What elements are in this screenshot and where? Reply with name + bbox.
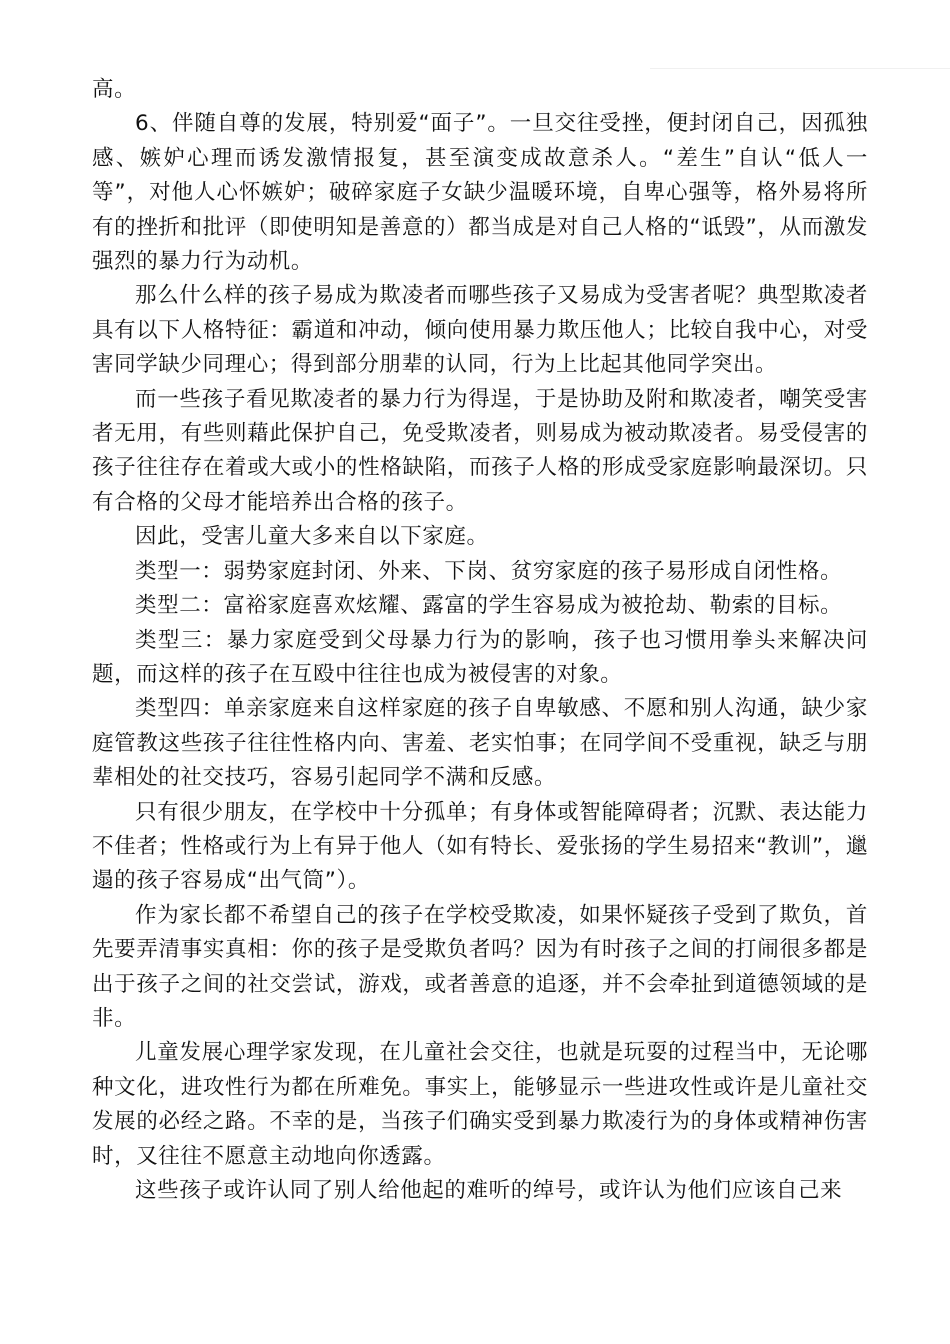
document-page xyxy=(92,73,868,1208)
paragraph: 儿童发展心理学家发现，在儿童社会交往，也就是玩耍的过程当中，无论哪种文化，进攻性行为都在所难免。事实上，能够显示一些进攻性或许是儿童社交发展的必经之路。不幸的是，当孩子们确实受到暴力欺凌行为的身体或精神伤害时，又往往不愿意主动地向你透露。 xyxy=(92,1040,868,1169)
paragraph: 高。 xyxy=(92,77,137,102)
header-rule xyxy=(650,68,950,69)
paragraph: 而一些孩子看见欺凌者的暴力行为得逞，于是协助及附和欺凌者，嘲笑受害者无用，有些则藉此保护自己，免受欺凌者，则易成为被动欺凌者。易受侵害的孩子往往存在着或大或小的性格缺陷，而孩子人格的形成受家庭影响最深切。只有合格的父母才能培养出合格的孩子。 xyxy=(92,386,868,515)
paragraph: 类型三：暴力家庭受到父母暴力行为的影响，孩子也习惯用拳头来解决问题，而这样的孩子在互殴中往往也成为被侵害的对象。 xyxy=(92,627,868,687)
paragraph: 作为家长都不希望自己的孩子在学校受欺凌，如果怀疑孩子受到了欺负，首先要弄清事实真相：你的孩子是受欺负者吗？因为有时孩子之间的打闹很多都是出于孩子之间的社交尝试，游戏，或者善意的追逐，并不会牵扯到道德领域的是非。 xyxy=(92,902,868,1031)
paragraph: 类型四：单亲家庭来自这样家庭的孩子自卑敏感、不愿和别人沟通，缺少家庭管教这些孩子往往性格内向、害羞、老实怕事；在同学间不受重视，缺乏与朋辈相处的社交技巧，容易引起同学不满和反感。 xyxy=(92,696,868,791)
paragraph: 这些孩子或许认同了别人给他起的难听的绰号，或许认为他们应该自己来 xyxy=(135,1178,843,1203)
paragraph: 6、伴随自尊的发展，特别爱“面子”。一旦交往受挫，便封闭自己，因孤独感、嫉妒心理而诱发激情报复，甚至演变成故意杀人。“差生”自认“低人一等”，对他人心怀嫉妒；破碎家庭子女缺少温暖环境，自卑心强等，格外易将所有的挫折和批评（即使明知是善意的）都当成是对自己人格的“诋毁”，从而激发强烈的暴力行为动机。 xyxy=(92,111,868,275)
paragraph: 类型一：弱势家庭封闭、外来、下岗、贫穷家庭的孩子易形成自闭性格。 xyxy=(135,558,843,584)
paragraph: 类型二：富裕家庭喜欢炫耀、露富的学生容易成为被抢劫、勒索的目标。 xyxy=(135,593,843,619)
paragraph: 那么什么样的孩子易成为欺凌者而哪些孩子又易成为受害者呢？典型欺凌者具有以下人格特征：霸道和冲动，倾向使用暴力欺压他人；比较自我中心，对受害同学缺少同理心；得到部分朋辈的认同，行为上比起其他同学突出。 xyxy=(92,283,868,378)
paragraph: 因此，受害儿童大多来自以下家庭。 xyxy=(135,524,489,550)
paragraph: 只有很少朋友，在学校中十分孤单；有身体或智能障碍者；沉默、表达能力不佳者；性格或行为上有异于他人（如有特长、爱张扬的学生易招来“教训”，邋遢的孩子容易成“出气筒”）。 xyxy=(92,799,868,894)
